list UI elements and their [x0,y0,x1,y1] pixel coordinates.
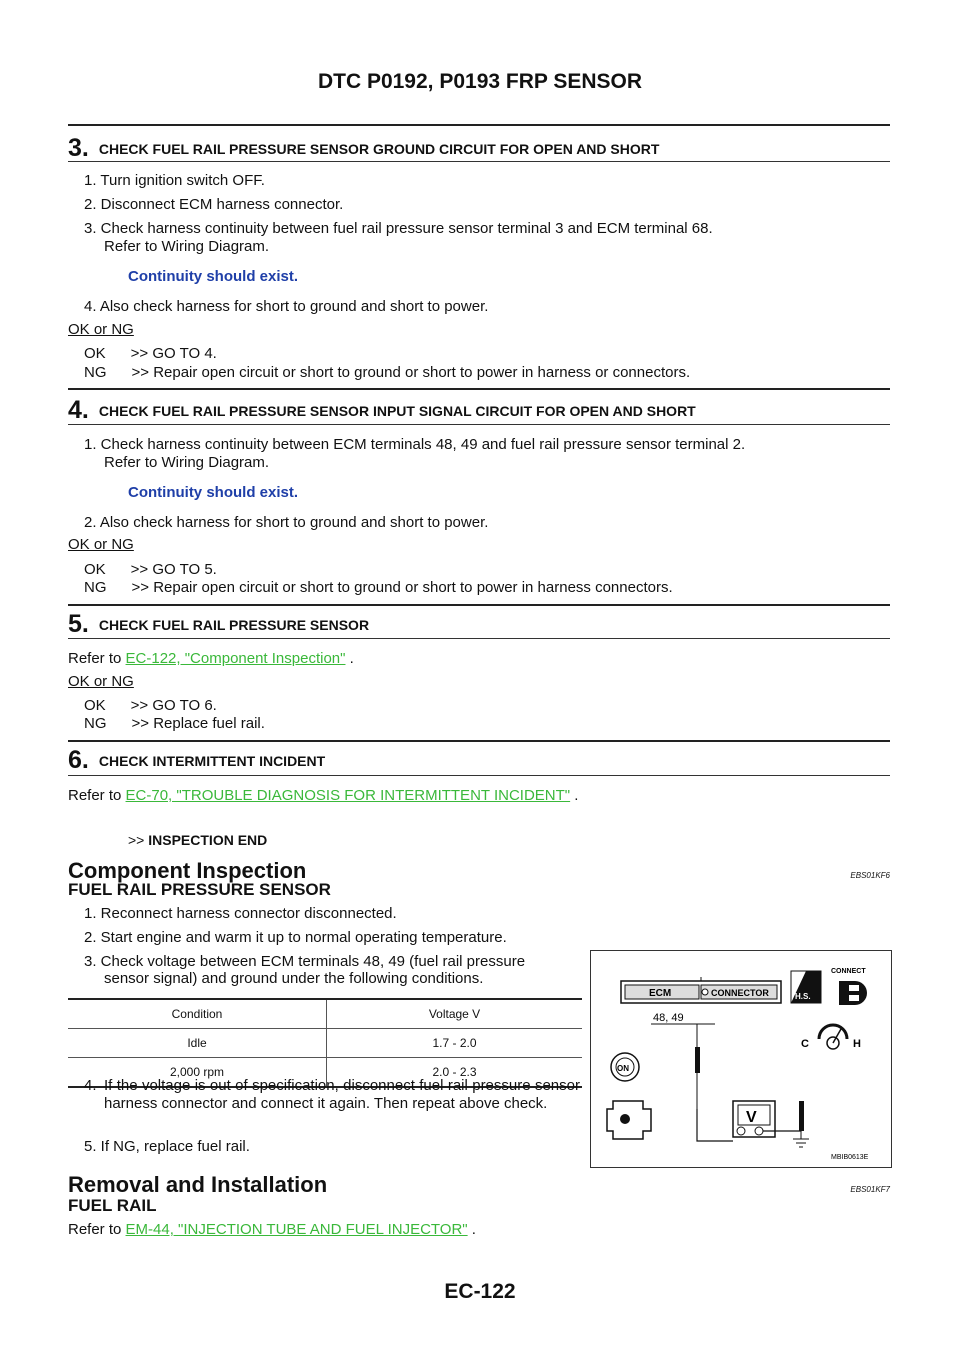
step-number: 5. [68,610,89,638]
voltmeter-label: V [746,1109,757,1126]
divider [68,161,890,162]
item-number: 4. [84,1077,97,1094]
instruction-item: 5. If NG, replace fuel rail. [84,1138,250,1155]
ok-result: OK >> GO TO 5. [84,561,217,578]
refer-suffix: . [570,787,579,804]
instruction-item: Refer to Wiring Diagram. [104,238,270,255]
instruction-item: 1. Reconnect harness connector disconnected. [84,905,397,922]
divider [68,775,890,776]
refer-suffix: . [467,1221,476,1238]
table-row [68,1029,582,1058]
instruction-item: sensor signal) and ground under the following conditions. [104,970,484,987]
refer-prefix: Refer to [68,650,126,667]
end-text: INSPECTION END [148,832,268,848]
table-cell: Idle [68,1029,327,1058]
voltage-conditions-table [68,998,582,1088]
instruction-item: 3. Check harness continuity between fuel rail pressure sensor terminal 3 and ECM terminal 68. [84,220,713,237]
section-title: Component Inspection [68,858,307,883]
divider [68,638,890,639]
ok-result: OK >> GO TO 4. [84,345,217,362]
reference-link[interactable]: EC-122, "Component Inspection" [125,650,346,667]
step-3-heading [68,134,659,163]
instruction-item: If the voltage is out of specification, disconnect fuel rail pressure sensor harness connector and connect it again. Then repeat above check. [104,1077,580,1112]
ecm-voltage-check-figure [590,950,892,1168]
table-header-row [68,999,582,1029]
divider [68,424,890,425]
table-header: Voltage V [327,999,583,1029]
reference-line [68,650,354,667]
end-arrow: >> [128,832,145,848]
ok-or-ng-label: OK or NG [68,321,134,338]
instruction-item: 1. Check harness continuity between ECM terminals 48, 49 and fuel rail pressure sensor terminal 2. [84,436,746,453]
reference-link[interactable]: EC-70, "TROUBLE DIAGNOSIS FOR INTERMITTENT INCIDENT" [125,787,571,804]
instruction-item: 2. Disconnect ECM harness connector. [84,196,344,213]
divider [68,740,890,742]
divider [68,604,890,606]
table-cell: 1.7 - 2.0 [327,1029,583,1058]
page-number: EC-122 [444,1280,516,1303]
step-number: 4. [68,396,89,424]
instruction-item: 3. Check voltage between ECM terminals 48, 49 (fuel rail pressure [84,953,526,970]
instruction-item: 2. Also check harness for short to ground and short to power. [84,514,489,531]
inspection-end [128,832,267,848]
instruction-item: 2. Start engine and warm it up to normal operating temperature. [84,929,507,946]
figure-code: MBIB0613E [831,1154,869,1161]
ng-result: NG >> Repair open circuit or short to ground or short to power in harness or connectors. [84,364,691,381]
ecm-label: ECM [649,988,672,999]
ok-result: OK >> GO TO 6. [84,697,217,714]
step-5-heading [68,610,369,639]
reference-line [68,1221,476,1238]
ng-result: NG >> Repair open circuit or short to ground or short to power in harness connectors. [84,579,673,596]
ok-or-ng-label: OK or NG [68,536,134,553]
ng-result: NG >> Replace fuel rail. [84,715,265,732]
reference-link[interactable]: EM-44, "INJECTION TUBE AND FUEL INJECTOR" [125,1221,468,1238]
refer-prefix: Refer to [68,1221,126,1238]
instruction-item: 4. Also check harness for short to ground and short to power. [84,298,489,315]
step-title: CHECK FUEL RAIL PRESSURE SENSOR GROUND CIRCUIT FOR OPEN AND SHORT [98,141,660,157]
spec-text: Continuity should exist. [128,484,299,501]
table-cell: 2.0 - 2.3 [327,1058,583,1088]
table-cell: 2,000 rpm [68,1058,327,1088]
cold-label: C [801,1038,809,1050]
step-4-heading [68,396,696,425]
section-code: EBS01KF7 [850,1185,890,1194]
terminals-label: 48, 49 [653,1012,684,1024]
connector-label: CONNECTOR [711,988,769,998]
ignition-on-label: ON [617,1064,629,1073]
hs-label: H.S. [795,992,811,1001]
wiring-illustration [591,951,891,1167]
table-header: Condition [68,999,327,1029]
page-header-title: DTC P0192, P0193 FRP SENSOR [317,70,643,93]
ok-or-ng-label: OK or NG [68,673,134,690]
spec-text: Continuity should exist. [128,268,299,285]
step-number: 3. [68,134,89,162]
divider [68,124,890,126]
refer-prefix: Refer to [68,787,126,804]
hot-label: H [853,1038,861,1050]
section-title: Removal and Installation [68,1172,328,1197]
connect-label: CONNECT [831,968,866,975]
step-title: CHECK FUEL RAIL PRESSURE SENSOR INPUT SIGNAL CIRCUIT FOR OPEN AND SHORT [98,403,696,419]
subsection-title: FUEL RAIL PRESSURE SENSOR [68,880,331,899]
instruction-item: 1. Turn ignition switch OFF. [84,172,265,189]
reference-line [68,787,578,804]
step-title: CHECK FUEL RAIL PRESSURE SENSOR [98,617,370,633]
step-title: CHECK INTERMITTENT INCIDENT [98,753,326,769]
section-code: EBS01KF6 [850,871,890,880]
refer-suffix: . [345,650,354,667]
step-6-heading [68,746,325,775]
instruction-item: Refer to Wiring Diagram. [104,454,270,471]
divider [68,388,890,390]
subsection-title: FUEL RAIL [68,1196,157,1215]
step-number: 6. [68,746,89,774]
